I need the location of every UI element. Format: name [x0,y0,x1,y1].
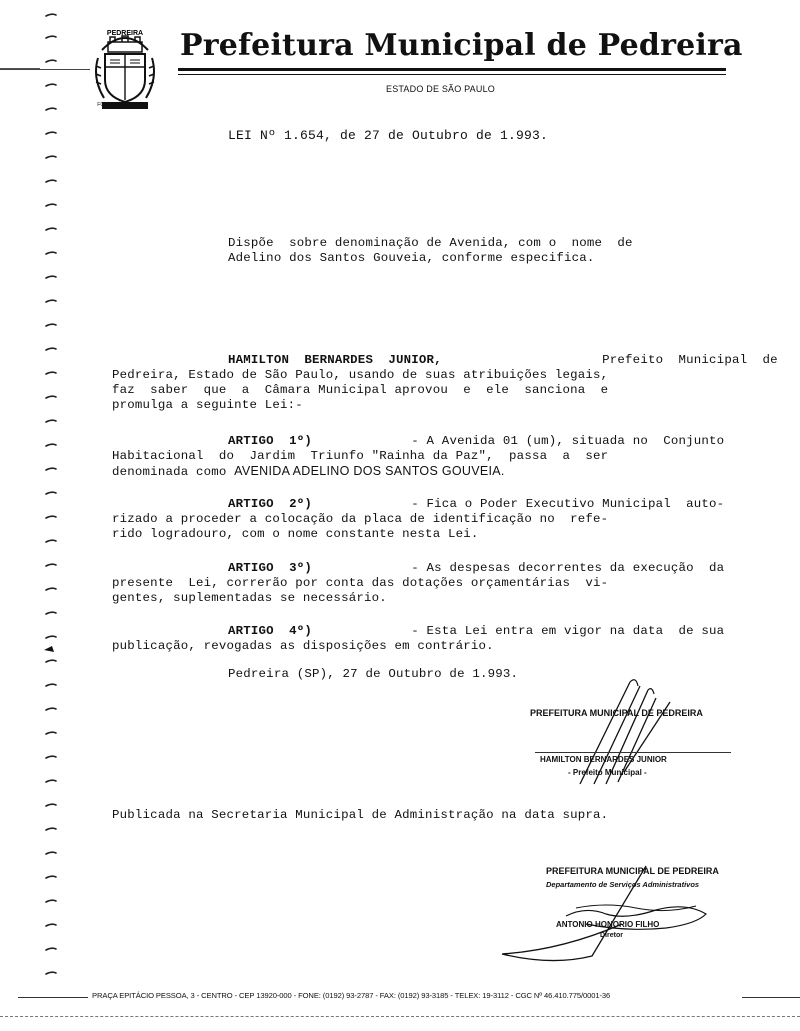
signature-2-role: Diretor [600,932,623,939]
article-2-label: ARTIGO 2º) [228,497,312,511]
signature-2-department: Departamento de Serviços Administrativos [546,880,700,889]
article-3-text: - As despesas decorrentes da execução da presente Lei, correrão por conta das dotações orçamentárias vi- gentes, suplementadas se necessário. [112,561,725,605]
article-1-highlight: AVENIDA ADELINO DOS SANTOS GOUVEIA. [234,464,505,478]
signature-1-org: PREFEITURA MUNICIPAL DE PEDREIRA [530,708,703,718]
article-1 [112,434,728,480]
bottom-scan-edge [0,1016,800,1017]
date-line: Pedreira (SP), 27 de Outubro de 1.993. [228,667,519,681]
footer-address: PRAÇA EPITÁCIO PESSOA, 3 - CENTRO - CEP 13920-000 - FONE: (0192) 93-2787 - FAX: (0192) 93-3185 - TELEX: 19-3112 - CGC Nº 46.410.775/0001-36 [92,991,611,1000]
preamble-text: Prefeito Municipal de Pedreira, Estado de São Paulo, usando de suas atribuições legais, faz saber que a Câmara Municipal aprovou e ele sanciona e promulga a seguinte Lei:- [112,353,778,412]
law-ementa: Dispõe sobre denominação de Avenida, com o nome de Adelino dos Santos Gouveia, conforme especifica. [228,236,633,265]
article-2-text: - Fica o Poder Executivo Municipal auto- rizado a proceder a colocação da placa de identificação no refe- rido logradouro, com o nome constante nesta Lei. [112,497,725,541]
director-signature [496,860,736,970]
header-rule-thin [178,74,726,75]
signature-2-org: PREFEITURA MUNICIPAL DE PEDREIRA [546,866,719,876]
article-2 [112,497,728,542]
signature-1-name: HAMILTON BERNARDES JUNIOR [540,755,667,764]
page-title: Prefeitura Municipal de Pedreira [180,28,743,63]
header-rule-thick [178,68,726,71]
header-rule-left [0,69,90,70]
preamble-paragraph [112,353,778,413]
law-number: LEI Nº 1.654, de 27 de Outubro de 1.993. [228,128,549,143]
article-1-label: ARTIGO 1º) [228,434,312,448]
seal-caption: FONCELÁTIA [97,102,129,108]
article-4-label: ARTIGO 4º) [228,624,312,638]
article-3-label: ARTIGO 3º) [228,561,312,575]
publication-note: Publicada na Secretaria Municipal de Administração na data supra. [112,808,609,822]
article-4 [112,624,728,654]
margin-tick-marks [40,10,64,1000]
seal-label: PEDREIRA [106,30,144,37]
footer-rule-left [18,997,88,998]
article-1-text: - A Avenida 01 (um), situada no Conjunto Habitacional do Jardim Triunfo "Rainha da Paz", passa a ser denominada como [112,434,725,479]
signature-1-line [535,752,731,753]
article-4-text: - Esta Lei entra em vigor na data de sua publicação, revogadas as disposições em contrário. [112,624,725,653]
signature-2-name: ANTONIO HONORIO FILHO [556,920,660,929]
footer-rule-right [742,997,800,998]
signature-1-role: - Prefeito Municipal - [568,768,647,777]
state-subtitle: ESTADO DE SÃO PAULO [386,84,495,94]
article-3 [112,561,728,606]
preamble-name: HAMILTON BERNARDES JUNIOR, [228,353,442,367]
